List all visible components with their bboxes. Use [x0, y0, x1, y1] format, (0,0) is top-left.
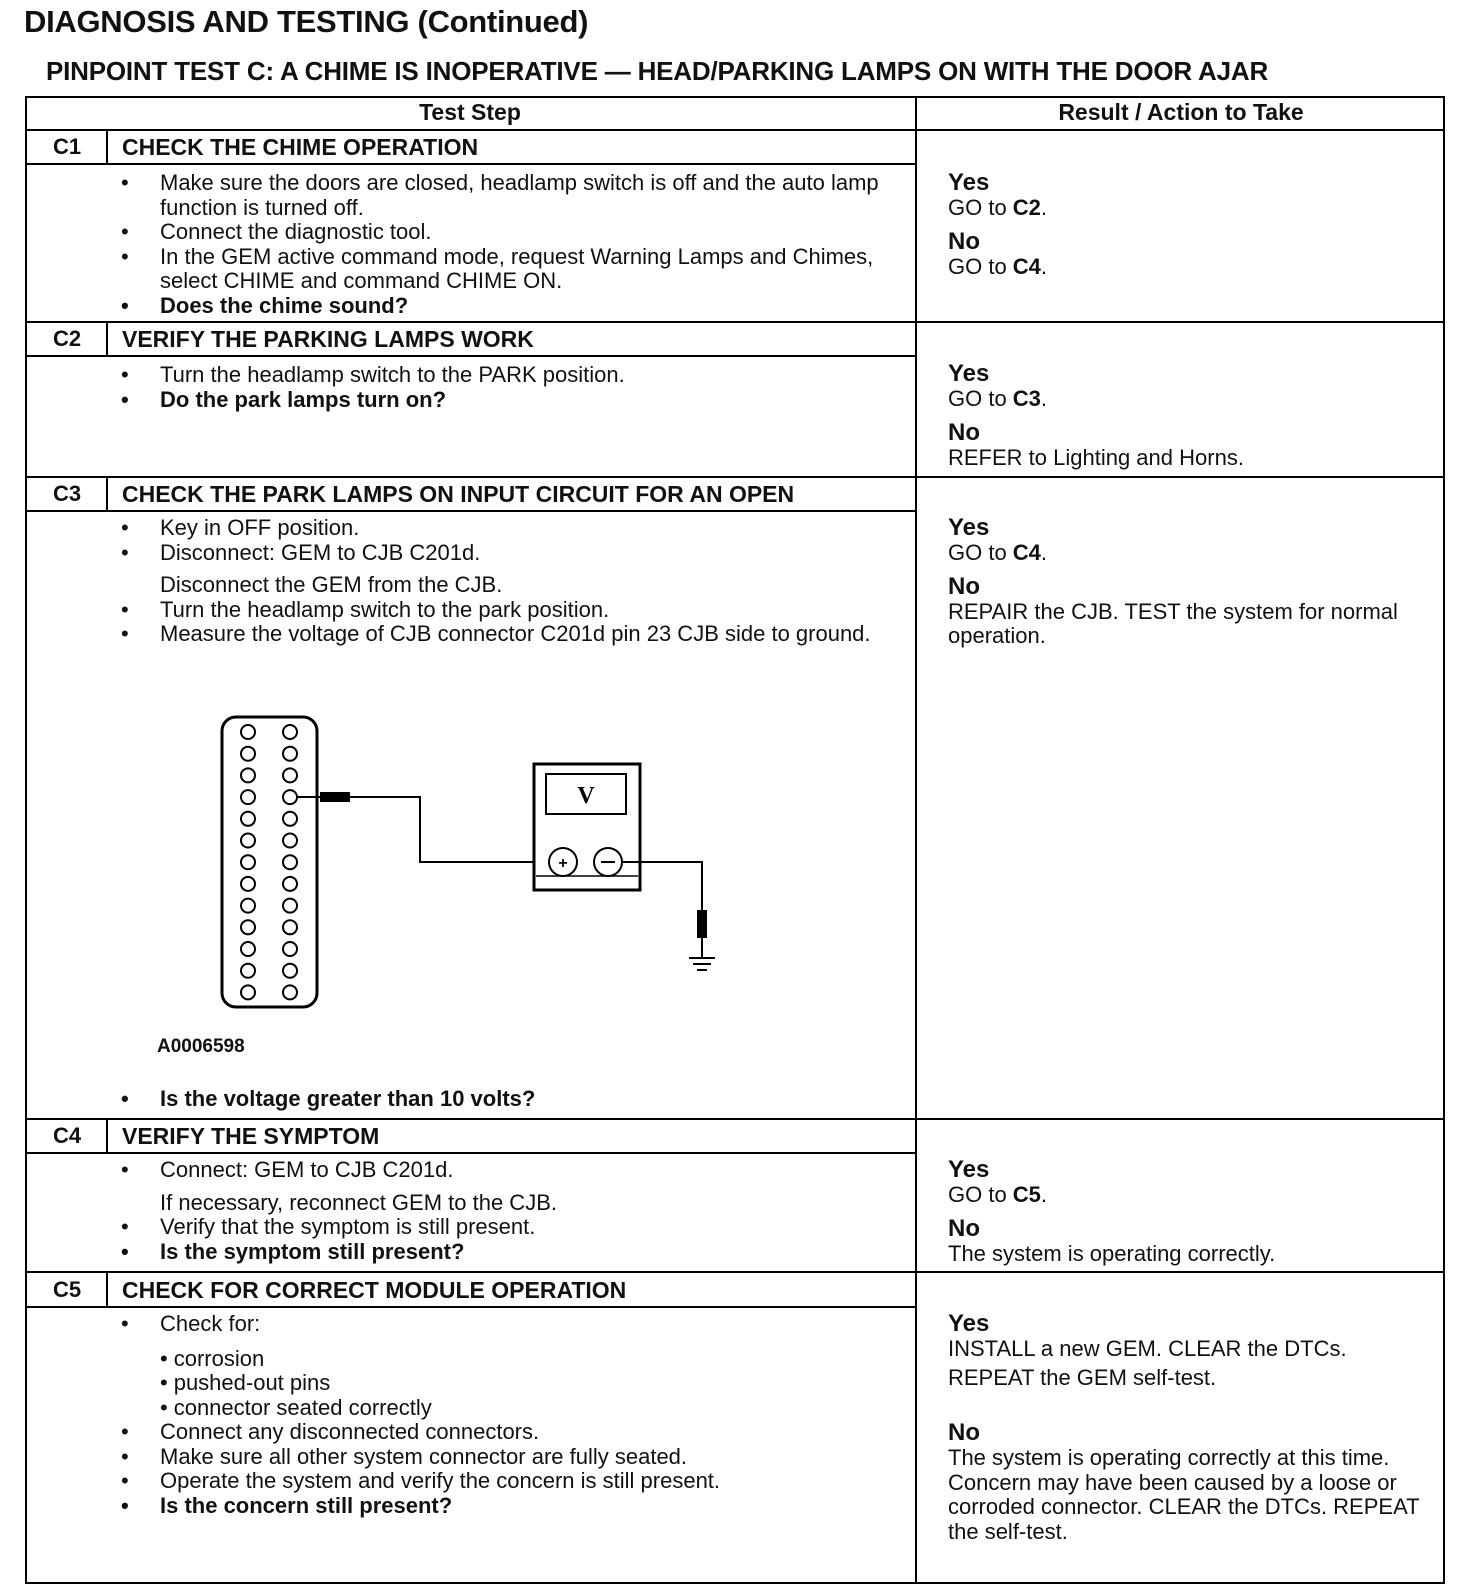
pinpoint-test-title: PINPOINT TEST C: A CHIME IS INOPERATIVE — HEAD/PARKING LAMPS ON WITH THE DOOR AJAR: [46, 56, 1269, 86]
check-item: • connector seated correctly: [160, 1394, 432, 1420]
step-instructions: [118, 1312, 918, 1518]
connector-pin: [241, 812, 255, 826]
connector-pin: [283, 834, 297, 848]
instruction: • Make sure the doors are closed, headlamp switch is off and the auto lamp function is turned off.: [118, 171, 918, 220]
instruction: • Make sure all other system connector are fully seated.: [118, 1445, 918, 1470]
yes-label: Yes: [948, 1156, 990, 1183]
result-action: [948, 170, 1443, 279]
probe-tip: [320, 792, 350, 802]
question: • Is the concern still present?: [118, 1494, 918, 1519]
connector-pin: [241, 725, 255, 739]
step-code: C3: [52, 481, 82, 506]
row-divider: [25, 1271, 1445, 1273]
instruction: • Key in OFF position.: [118, 516, 918, 541]
instruction: • Verify that the symptom is still present.: [118, 1215, 918, 1240]
title-divider: [25, 1152, 915, 1154]
question: • Do the park lamps turn on?: [118, 388, 918, 413]
yes-action-2: REPEAT the GEM self-test.: [948, 1364, 1217, 1390]
connector-pin: [283, 964, 297, 978]
title-divider: [25, 355, 915, 357]
connector-pin: [283, 790, 297, 804]
instruction: • Connect any disconnected connectors.: [118, 1420, 918, 1445]
instruction-note: Disconnect the GEM from the CJB.: [160, 572, 503, 597]
no-label: No: [948, 1214, 980, 1242]
connector-pin: [283, 942, 297, 956]
voltmeter-connector-diagram: [215, 710, 735, 1020]
connector-pins: [241, 725, 297, 999]
connector-pin: [283, 812, 297, 826]
title-divider: [25, 1306, 915, 1308]
no-action: GO to C4.: [948, 253, 1048, 279]
step-code: C5: [52, 1277, 82, 1302]
connector-pin: [283, 747, 297, 761]
instruction: • Connect the diagnostic tool.: [118, 220, 918, 245]
question: • Is the voltage greater than 10 volts?: [118, 1087, 918, 1112]
negative-lead: [622, 862, 702, 910]
connector-pin: [283, 855, 297, 869]
title-divider: [25, 510, 915, 512]
row-divider: [25, 321, 1445, 323]
yes-action: INSTALL a new GEM. CLEAR the DTCs.: [948, 1336, 1347, 1361]
voltmeter-label: V: [577, 783, 595, 809]
header-test-step: Test Step: [419, 99, 521, 125]
connector-pin: [241, 920, 255, 934]
result-action: [948, 1157, 1443, 1266]
row-divider: [25, 1118, 1445, 1120]
code-divider: [106, 1119, 108, 1153]
yes-action: GO to C2.: [948, 195, 1048, 220]
step-title: VERIFY THE PARKING LAMPS WORK: [122, 326, 534, 352]
yes-action: GO to C4.: [948, 540, 1048, 565]
code-divider: [106, 322, 108, 356]
question: • Is the symptom still present?: [118, 1240, 918, 1265]
code-divider: [106, 130, 108, 164]
connector-pin: [283, 725, 297, 739]
no-action: The system is operating correctly at this time. Concern may have been caused by a loose or corroded connector. CLEAR the DTCs. REPEAT the self-test.: [948, 1445, 1420, 1544]
step-code: C4: [52, 1123, 82, 1148]
connector-pin: [241, 855, 255, 869]
code-divider: [106, 477, 108, 511]
code-divider: [106, 1272, 108, 1307]
no-label: No: [948, 227, 980, 255]
header-divider: [25, 129, 1445, 131]
plus-sign: +: [558, 855, 568, 872]
connector-pin: [241, 877, 255, 891]
check-item: • pushed-out pins: [160, 1370, 331, 1395]
connector-pin: [241, 790, 255, 804]
yes-label: Yes: [948, 514, 990, 541]
figure-id: A0006598: [157, 1036, 245, 1057]
question: • Does the chime sound?: [118, 294, 918, 319]
connector-pin: [241, 942, 255, 956]
step-code: C1: [52, 134, 82, 159]
instruction-note: If necessary, reconnect GEM to the CJB.: [160, 1189, 557, 1215]
connector-pin: [283, 768, 297, 782]
instruction: • Connect: GEM to CJB C201d.: [118, 1158, 918, 1183]
no-label: No: [948, 572, 980, 600]
connector-pin: [283, 877, 297, 891]
page-title: DIAGNOSIS AND TESTING (Continued): [24, 4, 589, 39]
step-title: CHECK THE PARK LAMPS ON INPUT CIRCUIT FOR AN OPEN: [122, 481, 795, 507]
result-action: [948, 361, 1443, 470]
step-title: VERIFY THE SYMPTOM: [122, 1123, 380, 1149]
connector-pin: [241, 985, 255, 999]
connector-pin: [241, 768, 255, 782]
instruction: • Turn the headlamp switch to the park position.: [118, 598, 918, 623]
row-divider: [25, 476, 1445, 478]
step-instructions: [118, 171, 918, 318]
step-code: C2: [52, 326, 82, 351]
connector-pin: [283, 985, 297, 999]
title-divider: [25, 163, 915, 165]
yes-action: GO to C5.: [948, 1182, 1048, 1207]
step-instructions: [118, 516, 918, 647]
instruction: • Operate the system and verify the concern is still present.: [118, 1469, 918, 1494]
step-instructions: [118, 1158, 918, 1264]
header-result: Result / Action to Take: [1058, 99, 1304, 125]
no-label: No: [948, 1419, 980, 1446]
check-item: • corrosion: [160, 1345, 265, 1371]
connector-pin: [283, 920, 297, 934]
instruction: • Disconnect: GEM to CJB C201d.: [118, 541, 918, 566]
yes-label: Yes: [948, 1310, 990, 1337]
step-instructions: [118, 363, 918, 412]
yes-label: Yes: [948, 169, 990, 196]
step-title: CHECK THE CHIME OPERATION: [122, 134, 479, 160]
instruction: • Check for:: [118, 1312, 918, 1337]
connector-pin: [241, 834, 255, 848]
instruction: • Measure the voltage of CJB connector C201d pin 23 CJB side to ground.: [118, 622, 918, 647]
no-label: No: [948, 418, 980, 446]
connector-body: [222, 717, 317, 1007]
result-action: [948, 1311, 1443, 1544]
connector-pin: [241, 899, 255, 913]
yes-action: GO to C3.: [948, 386, 1048, 411]
step-title: CHECK FOR CORRECT MODULE OPERATION: [122, 1277, 627, 1303]
result-action: [948, 515, 1443, 649]
yes-label: Yes: [948, 360, 990, 387]
no-action: The system is operating correctly.: [948, 1240, 1276, 1266]
step-question: [118, 1087, 918, 1112]
instruction: • In the GEM active command mode, request Warning Lamps and Chimes, select CHIME and command CHIME ON.: [118, 245, 918, 294]
instruction: • Turn the headlamp switch to the PARK position.: [118, 363, 918, 388]
positive-lead: [350, 797, 535, 862]
connector-pin: [241, 747, 255, 761]
no-action: REFER to Lighting and Horns.: [948, 444, 1244, 470]
ground-probe: [697, 910, 707, 938]
connector-pin: [241, 964, 255, 978]
connector-pin: [283, 899, 297, 913]
no-action: REPAIR the CJB. TEST the system for normal operation.: [948, 598, 1398, 648]
